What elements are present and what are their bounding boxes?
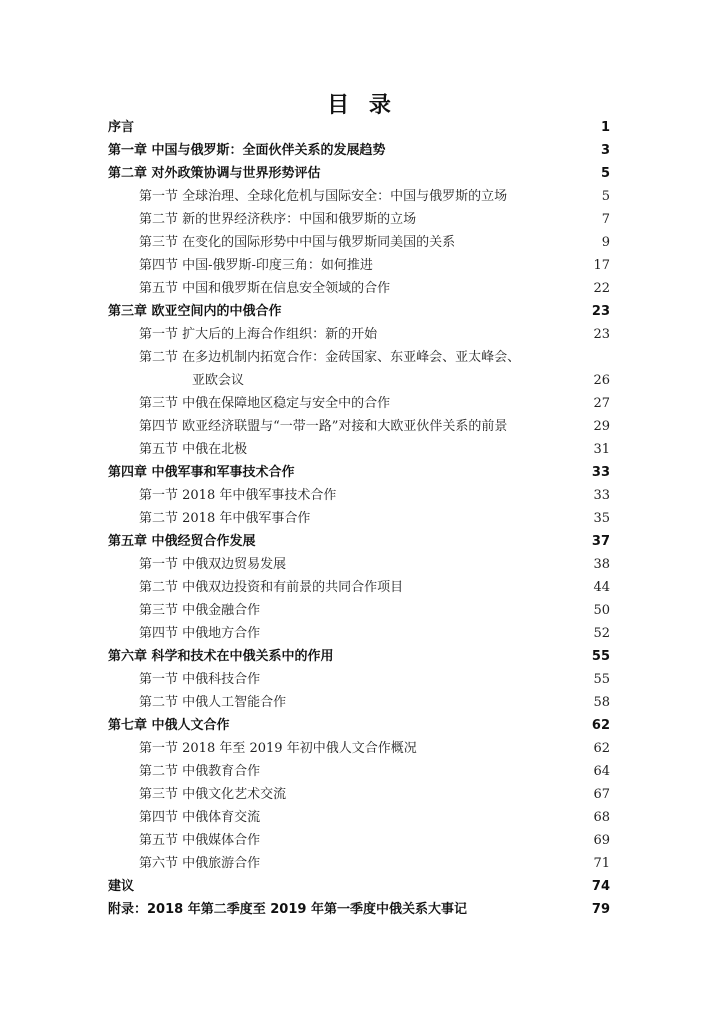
toc-entry-section[interactable] [108,691,610,714]
toc-entry-recommendations[interactable] [108,875,610,898]
toc-entry-label: 第二节 中俄教育合作 [139,764,261,779]
toc-entry-label: 附录：2018 年第二季度至 2019 年第一季度中俄关系大事记 [108,902,467,917]
toc-entry-label: 第一章 中国与俄罗斯：全面伙伴关系的发展趋势 [108,143,386,158]
toc-entry-page: 5 [601,189,610,204]
toc-entry-section[interactable] [108,852,610,875]
toc-entry-label: 第一节 扩大后的上海合作组织：新的开始 [139,327,378,342]
toc-entry-label: 第二节 在多边机制内拓宽合作：金砖国家、东亚峰会、亚太峰会、 [139,350,521,365]
toc-entry-page: 33 [593,488,610,503]
toc-entry-section[interactable] [108,829,610,852]
toc-entry-page: 62 [591,718,610,733]
toc-entry-appendix[interactable] [108,898,610,921]
toc-entry-label: 第三节 中俄文化艺术交流 [139,787,287,802]
toc-entry-section[interactable] [108,576,610,599]
toc-entry-page: 58 [593,695,610,710]
toc-entry-section[interactable] [108,346,610,369]
toc-entry-chapter-2[interactable] [108,162,610,185]
toc-entry-page: 1 [600,120,610,135]
toc-entry-page: 7 [601,212,610,227]
toc-entry-section[interactable] [108,323,610,346]
toc-entry-label: 第二节 2018 年中俄军事合作 [139,511,311,526]
toc-entry-page: 79 [591,902,610,917]
toc-entry-label: 亚欧会议 [192,373,245,388]
toc-entry-section[interactable] [108,438,610,461]
toc-entry-section[interactable] [108,277,610,300]
toc-entry-section[interactable] [108,760,610,783]
toc-entry-label: 第四节 中国-俄罗斯-印度三角：如何推进 [139,258,373,273]
toc-entry-page: 33 [591,465,610,480]
toc-entry-label: 第一节 全球治理、全球化危机与国际安全：中国与俄罗斯的立场 [139,189,508,204]
toc-entry-page: 5 [600,166,610,181]
toc-entry-label: 第七章 中俄人文合作 [108,718,230,733]
toc-entry-chapter-6[interactable] [108,645,610,668]
toc-entry-preface[interactable] [108,116,610,139]
toc-entry-label: 第二章 对外政策协调与世界形势评估 [108,166,321,181]
toc-entry-page: 55 [591,649,610,664]
toc-entry-page: 62 [593,741,610,756]
toc-entry-section[interactable] [108,484,610,507]
toc-entry-page: 52 [593,626,610,641]
toc-entry-section[interactable] [108,208,610,231]
toc-entry-page: 67 [593,787,610,802]
toc-entry-chapter-5[interactable] [108,530,610,553]
toc-entry-label: 第一节 2018 年至 2019 年初中俄人文合作概况 [139,741,417,756]
toc-entry-chapter-4[interactable] [108,461,610,484]
toc-entry-page: 37 [591,534,610,549]
toc-entry-label: 序言 [108,120,135,135]
toc-entry-page: 44 [593,580,610,595]
toc-entry-page: 64 [593,764,610,779]
toc-entry-page: 50 [593,603,610,618]
toc-entry-section[interactable] [108,599,610,622]
toc-entry-page: 38 [593,557,610,572]
toc-entry-page: 27 [593,396,610,411]
toc-entry-page: 23 [593,327,610,342]
toc-entry-label: 第五节 中俄媒体合作 [139,833,261,848]
toc-entry-section[interactable] [108,668,610,691]
toc-entry-page: 69 [593,833,610,848]
page-title: 目 录 [327,93,397,118]
toc-entry-label: 第五节 中国和俄罗斯在信息安全领域的合作 [139,281,391,296]
toc-entry-page: 68 [593,810,610,825]
toc-entry-page: 74 [591,879,610,894]
toc-entry-page: 22 [593,281,610,296]
toc-entry-section[interactable] [108,737,610,760]
toc-entry-label: 第四节 欧亚经济联盟与“一带一路”对接和大欧亚伙伴关系的前景 [139,419,508,434]
toc-entry-label: 第一节 2018 年中俄军事技术合作 [139,488,337,503]
toc-entry-label: 第一节 中俄双边贸易发展 [139,557,287,572]
toc-entry-section[interactable] [108,392,610,415]
toc-entry-label: 第四节 中俄体育交流 [139,810,261,825]
toc-entry-section[interactable] [108,806,610,829]
toc-entry-chapter-7[interactable] [108,714,610,737]
toc-entry-label: 第一节 中俄科技合作 [139,672,261,687]
toc-entry-page: 3 [600,143,610,158]
toc-entry-page: 29 [593,419,610,434]
toc-entry-label: 第六节 中俄旅游合作 [139,856,261,871]
toc-entry-section[interactable] [108,415,610,438]
toc-entry-page: 35 [593,511,610,526]
toc-entry-section[interactable] [108,185,610,208]
toc-entry-page: 17 [593,258,610,273]
toc-entry-section[interactable] [108,254,610,277]
toc-entry-chapter-3[interactable] [108,300,610,323]
toc-entry-page: 23 [591,304,610,319]
toc-entry-page: 26 [593,373,610,388]
toc-entry-section[interactable] [108,783,610,806]
table-of-contents [108,116,610,921]
toc-entry-section-continued[interactable] [108,369,610,392]
toc-entry-label: 第二节 中俄双边投资和有前景的共同合作项目 [139,580,404,595]
toc-entry-label: 第五节 中俄在北极 [139,442,248,457]
toc-entry-section[interactable] [108,622,610,645]
toc-entry-label: 第三节 在变化的国际形势中中国与俄罗斯同美国的关系 [139,235,456,250]
toc-entry-label: 第四章 中俄军事和军事技术合作 [108,465,295,480]
toc-entry-label: 第二节 新的世界经济秩序：中国和俄罗斯的立场 [139,212,417,227]
toc-entry-section[interactable] [108,553,610,576]
toc-entry-label: 第四节 中俄地方合作 [139,626,261,641]
toc-entry-chapter-1[interactable] [108,139,610,162]
toc-entry-page: 31 [593,442,610,457]
toc-entry-label: 第二节 中俄人工智能合作 [139,695,287,710]
toc-entry-section[interactable] [108,507,610,530]
toc-entry-label: 第五章 中俄经贸合作发展 [108,534,256,549]
toc-entry-label: 第六章 科学和技术在中俄关系中的作用 [108,649,334,664]
toc-entry-label: 第三节 中俄金融合作 [139,603,261,618]
toc-entry-label: 建议 [108,879,135,894]
toc-entry-label: 第三节 中俄在保障地区稳定与安全中的合作 [139,396,391,411]
toc-entry-label: 第三章 欧亚空间内的中俄合作 [108,304,282,319]
toc-entry-page: 55 [593,672,610,687]
toc-entry-section[interactable] [108,231,610,254]
toc-entry-page: 9 [601,235,610,250]
toc-entry-page: 71 [593,856,610,871]
